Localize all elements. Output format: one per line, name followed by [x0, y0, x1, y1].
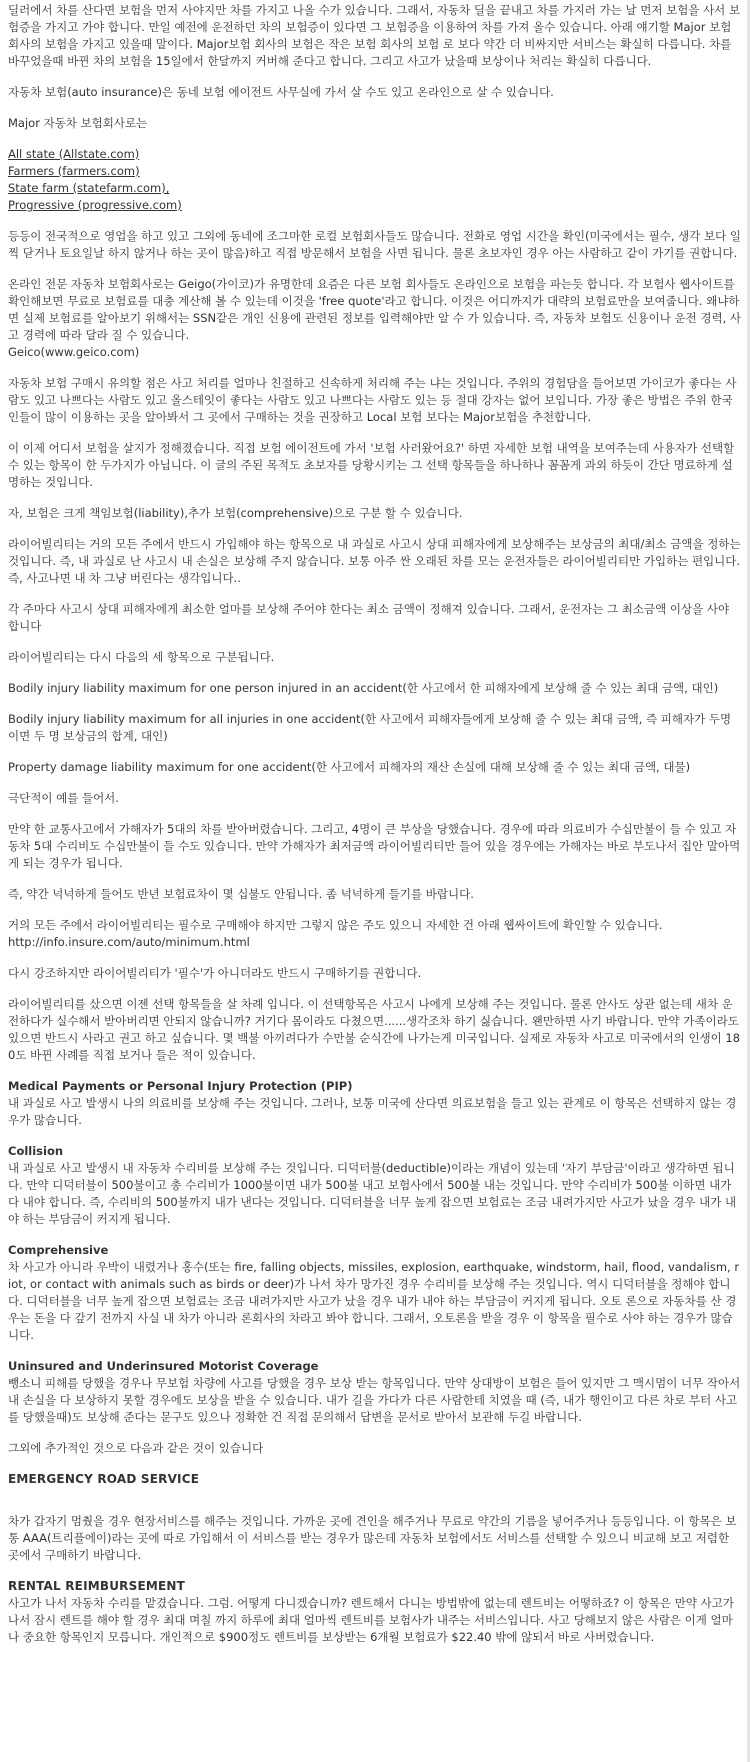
emphasis-paragraph: 다시 강조하지만 라이어빌리티가 '필수'가 아니더라도 반드시 구매하기를 권합니다. — [8, 966, 422, 980]
minimum-amount-paragraph: 각 주마다 사고시 상대 피해자에게 최소한 얼마를 보상해 주어야 한다는 최소 금액이 정해져 있습니다. 그래서, 운전자는 그 최소금액 이상을 사야 합니다 — [8, 602, 730, 633]
buy-paragraph: 자동차 보험(auto insurance)은 동네 보험 에이전트 사무실에 가서 살 수도 있고 온라인으로 살 수 있습니다. — [8, 85, 554, 99]
geico-url: Geico(www.geico.com) — [8, 345, 140, 359]
progressive-link[interactable]: Progressive (progressive.com) — [8, 198, 182, 212]
bodily-injury-one-person: Bodily injury liability maximum for one person injured in an accident(한 사고에서 한 피해자에게 보상해 줄 수 있는 최대 금액, 대인) — [8, 681, 719, 695]
comprehensive-body: 차 사고가 아니라 우박이 내렸거나 홍수(또는 fire, falling objects, missiles, explosion, earthquake, windstorm, hail, flood, vandalism, riot, or contact with animals such as birds or deer)가 나서 차가 망가진 경우 수리비를 보상해 주는 것입니다. 역시 디덕터블을 정해야 합니다. 디덕터블을 너무 높게 잡으면 보험료는 조금 내려가지만 사고가 났을 경우 내가 내야 하는 부담금이 커지게 됩니다. 오토 론으로 자동차를 산 경우는 돈을 다 갚기 전까지 사실 내 차가 아니라 론회사의 차라고 봐야 합니다. 그래서, 오토론을 받을 경우 이 항목을 필수로 사야 하는 경우가 많습니다. — [8, 1260, 740, 1342]
comprehensive-heading: Comprehensive — [8, 1243, 109, 1257]
optional-items-paragraph: 라이어빌리티를 샀으면 이젠 선택 항목들을 살 차례 입니다. 이 선택항목은 사고시 나에게 보상해 주는 것입니다. 물론 안사도 상관 없는데 새차 운전하다가 실수해서 받아버리면 안되지 않습니까? 거기다 몸이라도 다쳤으면......생각조차 하기 싫습니다. 왠만하면 사기 바랍니다. 만약 가족이라도 있으면 반드시 사라고 권고 하고 싶습니다. 몇 백불 아끼려다가 수만불 순식간에 나가는게 미국입니다. 실제로 자동차 사고로 미국에서의 인생이 180도 바뀐 사례를 직접 보거나 들은 적이 있습니다. — [8, 997, 741, 1062]
intro-paragraph: 딜러에서 차를 산다면 보험을 먼저 사야지만 차를 가지고 나올 수가 있습니다. 그래서, 자동차 딜을 끝내고 차를 가지러 가는 날 먼저 보험을 사서 보험증을 가지고 가야 합니다. 만일 예전에 운전하던 차의 보험증이 있다면 그 보험증을 이용하여 차를 가져 올수 있습니다. 아래 얘기할 Major 보험 회사의 보험을 가지고 있을때 말이다. Major보험 회사의 보험은 작은 보험 회사의 보험 로 보다 약간 더 비싸지만 서비스는 확실히 다릅니다. 차를 바꾸었을때 바뀐 차의 보험을 15일에서 한달까지 커버해 준다고 합니다. 그리고 사고가 났을때 보상이나 처리는 확실히 다릅니다. — [8, 3, 741, 68]
property-damage: Property damage liability maximum for one accident(한 사고에서 피해자의 재산 손실에 대해 보상해 줄 수 있는 최대 금액, 대물) — [8, 760, 691, 774]
choosing-paragraph: 자동차 보험 구매시 유의할 점은 사고 처리를 얼마나 친절하고 신속하게 처리해 주는 냐는 것입니다. 주위의 경험담을 들어보면 가이코가 좋다는 사람도 있고 나쁘다는 사람도 있고 올스테잇이 좋다는 사람도 있고 나쁘다는 사람도 있는 등 절대 강자는 없어 보입니다. 가장 좋은 방법은 주위 한국인들이 많이 이용하는 곳을 알아봐서 그 곳에서 구매하는 것을 권장하고 Local 보험 보다는 Major보험을 추천합니다. — [8, 376, 737, 424]
allstate-link[interactable]: All state (Allstate.com) — [8, 147, 140, 161]
additional-items-paragraph: 그외에 추가적인 것으로 다음과 같은 것이 있습니다 — [8, 1441, 264, 1455]
pip-body: 내 과실로 사고 발생시 나의 의료비를 보상해 주는 것입니다. 그러나, 보통 미국에 산다면 의료보험을 들고 있는 관계로 이 항목은 선택하지 않는 경우가 많습니다. — [8, 1096, 737, 1127]
rental-reimbursement-heading: RENTAL REIMBURSEMENT — [8, 1579, 186, 1593]
states-paragraph — [8, 917, 742, 951]
emergency-road-service-heading: EMERGENCY ROAD SERVICE — [8, 1472, 200, 1486]
collision-body: 내 과실로 사고 발생시 내 자동차 수리비를 보상해 주는 것입니다. 디덕터블(deductible)이라는 개념이 있는데 '자기 부담금'이라고 생각하면 됩니다. 만약 디덕터블이 500불이고 총 수리비가 1000불이면 내가 500불 내고 보험사에서 500불 내는 것입니다. 만약 수리비가 500불 이하면 내가 다 내야 합니다. 즉, 수리비의 500불까지 내가 낸다는 것입니다. 디덕터블을 너무 높게 잡으면 보험료는 조금 내려가지만 사고가 났을 경우 내가 내야 하는 부담금이 커지게 됩니다. — [8, 1161, 737, 1226]
farmers-link[interactable]: Farmers (farmers.com) — [8, 164, 140, 178]
liability-paragraph: 라이어빌리티는 거의 모든 주에서 반드시 가입해야 하는 항목으로 내 과실로 사고시 상대 피해자에게 보상해주는 보상금의 최대/최소 금액을 정하는 것입니다. 즉, 내 과실로 난 사고시 내 손실은 보상해 주지 않습니다. 보통 아주 싼 오래된 차를 모는 운전자들은 라이어빌리티만 가입하는 편입니다. 즉, 사고나면 내 차 그냥 버린다는 생각입니다.. — [8, 537, 741, 585]
uninsured-heading: Uninsured and Underinsured Motorist Coverage — [8, 1359, 319, 1373]
decided-paragraph: 이 이제 어디서 보험을 살지가 정해졌습니다. 직접 보험 에이전트에 가서 '보험 사러왔어요?' 하면 자세한 보험 내역을 보여주는데 사용자가 선택할 수 있는 항목이 한 두가지가 아닙니다. 이 글의 주된 목적도 초보자를 당황시키는 그 선택 항목들을 하나하나 꼼꼼게 과외 하듯이 간단 명료하게 설명하는 것입니다. — [8, 441, 735, 489]
local-insurers-paragraph: 등등이 전국적으로 영업을 하고 있고 그외에 동네에 조그마한 로컬 보험회사들도 많습니다. 전화로 영업 시간을 확인(미국에서는 필수, 생각 보다 일찍 닫거나 토요일날 하지 않거나 하는 곳이 많음)하고 직접 방문해서 보험을 사면 됩니다. 물론 초보자인 경우 아는 사람하고 같이 가기를 권합니다. — [8, 229, 742, 260]
statefarm-link[interactable]: State farm (statefarm.com), — [8, 181, 170, 195]
article-body — [8, 2, 742, 1646]
insurer-link-list — [8, 146, 742, 214]
rental-reimbursement-body: 사고가 나서 자동차 수리를 맡겼습니다. 그럼. 어떻게 다니겠습니까? 렌트해서 다니는 방법밖에 없는데 렌트비는 어떻하죠? 이 항목은 만약 사고가 나서 잠시 렌트를 해야 할 경우 최대 며칠 까지 하루에 최대 얼마씩 렌트비를 보험사가 내주는 서비스입니다. 사고 당해보지 않은 사람은 이게 얼마나 중요한 항목인지 모릅니다. 개인적으로 $900정도 렌트비를 보상받는 6개월 보험료가 $22.40 밖에 않되서 바로 사버렸습니다. — [8, 1596, 734, 1644]
states-text: 거의 모든 주에서 라이어빌리티는 필수로 구매해야 하지만 그렇지 않은 주도 있으니 자세한 건 아래 웹싸이트에 확인할 수 있습니다. — [8, 918, 663, 932]
extra-coverage-advice: 즉, 약간 넉넉하게 들어도 반년 보험료차이 몇 십불도 안됩니다. 좀 넉넉하게 들기를 바랍니다. — [8, 887, 474, 901]
accident-scenario: 만약 한 교통사고에서 가해자가 5대의 차를 받아버렸습니다. 그리고, 4명이 큰 부상을 당했습니다. 경우에 따라 의료비가 수십만불이 들 수 있고 자동차 5대 수리비도 수십만불이 들 수도 있습니다. 만약 가해자가 최저금액 라이어빌리티만 들어 있을 경우에는 가해자는 바로 부도나서 집안 말아먹게 되는 경우가 됩니다. — [8, 822, 741, 870]
collision-heading: Collision — [8, 1144, 64, 1158]
major-insurers-intro: Major 자동차 보험회사로는 — [8, 116, 148, 130]
bodily-injury-all: Bodily injury liability maximum for all injuries in one accident(한 사고에서 피해자들에게 보상해 줄 수 있는 최대 금액, 즉 피해자가 두명이면 두 명 보상금의 합계, 대인) — [8, 712, 732, 743]
uninsured-body: 뺑소니 피해를 당했을 경우나 무보험 차량에 사고를 당했을 경우 보상 받는 항목입니다. 만약 상대방이 보험은 들어 있지만 그 맥시멈이 너무 작아서 내 손실을 다 보상하지 못할 경우에도 보상을 받을 수 있습니다. 내가 길을 가다가 다른 사람한테 치였을 때 (즉, 내가 행인이고 다른 차로 부터 사고를 당했을때)도 보상해 준다는 문구도 있으나 정확한 건 직접 문의해서 답변을 문서로 받아서 보관해 두길 바랍니다. — [8, 1376, 741, 1424]
emergency-road-service-body: 차가 갑자기 멈췄을 경우 현장서비스를 해주는 것입니다. 가까운 곳에 견인을 해주거나 무료로 약간의 기름을 넣어주거나 등등입니다. 이 항목은 보통 AAA(트리플에이)라는 곳에 따로 가입해서 이 서비스를 받는 경우가 많은데 자동차 보험에서도 서비스를 선택할 수 있으니 비교해 보고 저렴한 곳에서 구매하기 바랍니다. — [8, 1514, 737, 1562]
online-insurers-text: 온라인 전문 자동차 보험회사로는 Geigo(가이코)가 유명한데 요즘은 다른 보험 회사들도 온라인으로 보험을 파는듯 합니다. 각 보험사 웹사이트를 확인해보면 무료로 보험료를 대충 계산해 볼 수 있는데 이것을 'free quote'라고 합니다. 이것은 어디까지가 대략의 보험료만을 보여줍니다. 왜냐하면 실제 보험료를 알아보기 위해서는 SSN같은 개인 신용에 관련된 정보를 입력해야만 알 수 가 있습니다. 즉, 자동차 보험도 신용이나 운전 경력, 사고 경력에 따라 달라 질 수 있습니다. — [8, 277, 742, 342]
pip-heading: Medical Payments or Personal Injury Protection (PIP) — [8, 1079, 353, 1093]
insure-minimum-url[interactable]: http://info.insure.com/auto/minimum.html — [8, 935, 250, 949]
example-intro: 극단적이 예를 들어서. — [8, 791, 119, 805]
insurance-types-paragraph: 자, 보험은 크게 책임보험(liability),추가 보험(comprehensive)으로 구분 할 수 있습니다. — [8, 506, 463, 520]
online-insurers-paragraph — [8, 276, 742, 361]
three-items-paragraph: 라이어빌리티는 다시 다음의 세 항목으로 구분됩니다. — [8, 650, 275, 664]
